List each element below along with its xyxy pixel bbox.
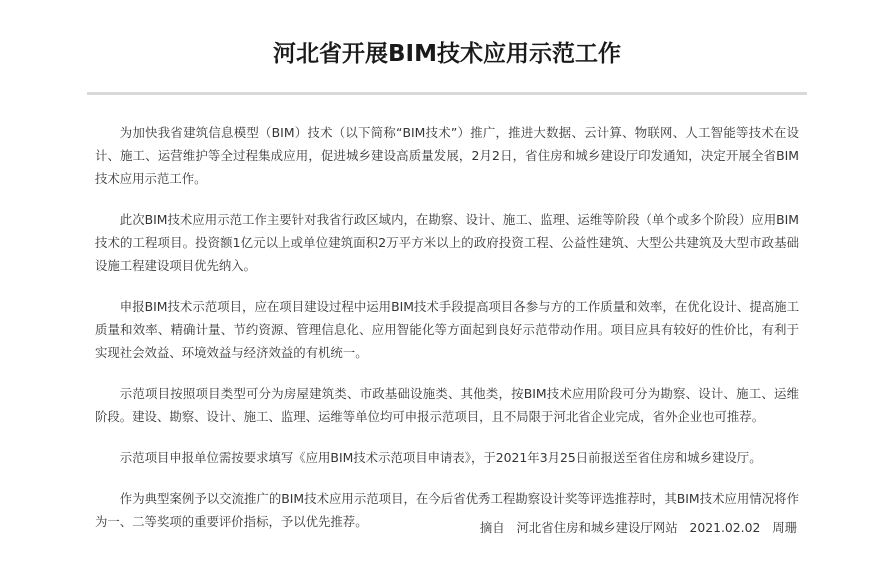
paragraph-3: 申报BIM技术示范项目，应在项目建设过程中运用BIM技术手段提高项目各参与方的工作质量和效率，在优化设计、提高施工质量和效率、精确计量、节约资源、管理信息化、应用智能化等方面起到良好示范带动作用。项目应具有较好的性价比，有利于实现社会效益、环境效益与经济效益的有机统一。	[95, 299, 799, 360]
paragraph-1: 为加快我省建筑信息模型（BIM）技术（以下简称“BIM技术”）推广，推进大数据、云计算、物联网、人工智能等技术在设计、施工、运营维护等全过程集成应用，促进城乡建设高质量发展，2月2日，省住房和城乡建设厅印发通知，决定开展全省BIM技术应用示范工作。	[95, 125, 799, 186]
article-source	[480, 516, 797, 539]
source-date: 2021.02.02	[689, 520, 761, 535]
article	[87, 0, 807, 574]
paragraph-4: 示范项目按照项目类型可分为房屋建筑类、市政基础设施类、其他类，按BIM技术应用阶段可分为勘察、设计、施工、运维阶段。建设、勘察、设计、施工、监理、运维等单位均可申报示范项目，且不局限于河北省企业完成，省外企业也可推荐。	[95, 386, 799, 424]
source-author: 周珊	[772, 520, 797, 535]
source-prefix: 摘自	[479, 520, 505, 535]
paragraph-6: 作为典型案例予以交流推广的BIM技术应用示范项目，在今后省优秀工程勘察设计奖等评选推荐时，其BIM技术应用情况将作为一、二等奖项的重要评价指标，予以优先推荐。	[95, 491, 799, 529]
title-divider	[87, 92, 807, 95]
paragraph-5: 示范项目申报单位需按要求填写《应用BIM技术示范项目申请表》，于2021年3月25日前报送至省住房和城乡建设厅。	[119, 450, 762, 465]
article-title: 河北省开展BIM技术应用示范工作	[273, 41, 621, 67]
paragraph-2: 此次BIM技术应用示范工作主要针对我省行政区域内，在勘察、设计、施工、监理、运维等阶段（单个或多个阶段）应用BIM技术的工程项目。投资额1亿元以上或单位建筑面积2万平方米以上的政府投资工程、公益性建筑、大型公共建筑及大型市政基础设施工程建设项目优先纳入。	[95, 212, 799, 273]
source-site: 河北省住房和城乡建设厅网站	[516, 520, 678, 535]
article-body	[95, 121, 799, 551]
